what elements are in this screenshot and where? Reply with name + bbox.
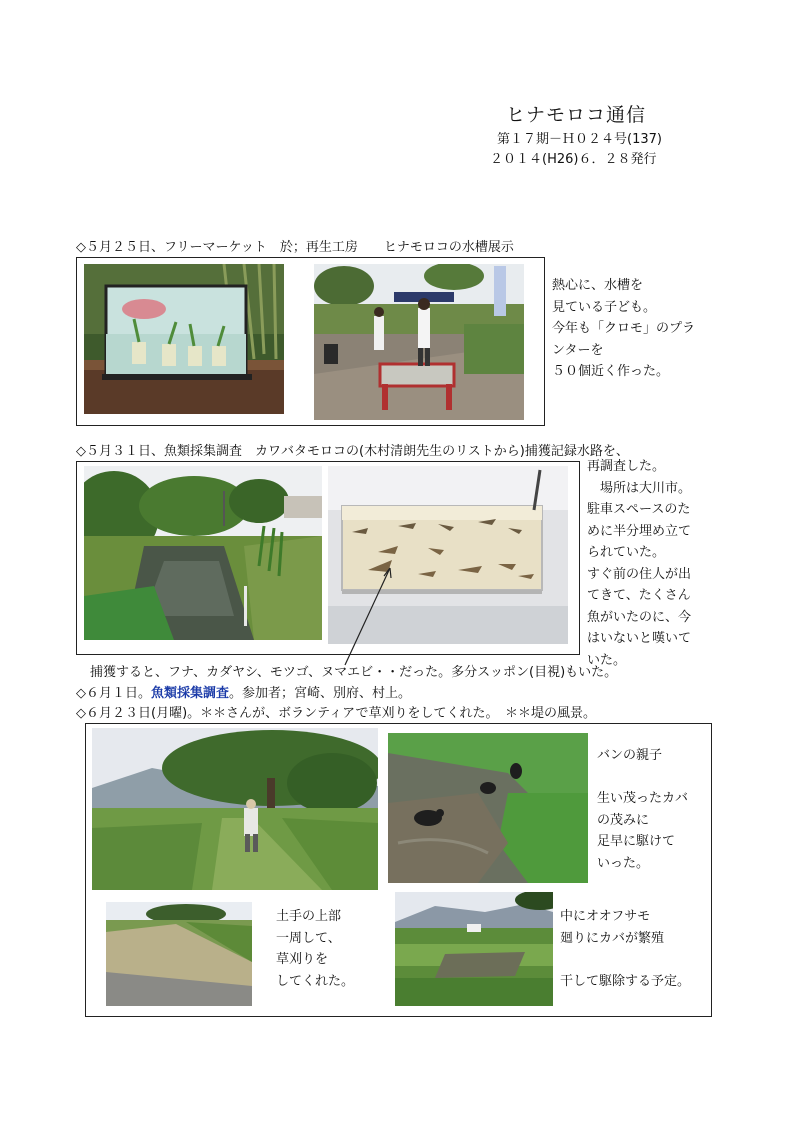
section3-line	[76, 682, 411, 701]
aquarium-photo	[84, 264, 284, 414]
birds-photo	[388, 733, 588, 883]
pond-caption: 中にオオフサモ 廻りにカバが繁殖 干して駆除する予定。	[560, 909, 691, 989]
mowing-path-photo	[92, 728, 378, 890]
section2-caption: 再調査した。 場所は大川市。 駐車スペースのた めに半分埋め立て られていた。 すぐ前の住人が出 てきて、たくさん 魚がいたのに、今 はいないと嘆いて いた。	[587, 459, 692, 668]
section2-heading: ◇５月３１日、魚類採集調査 カワバタモロコの(木村清朗先生のリストから)捕獲記録水路を、	[76, 444, 629, 459]
newsletter-title: ヒナモロコ通信	[506, 104, 647, 126]
birds-caption: バンの親子 生い茂ったカバ の茂みに 足早に駆けて いった。	[597, 748, 689, 871]
market-photo	[314, 264, 524, 420]
pointer-arrow	[340, 560, 400, 670]
section4-heading: ◇６月２３日(月曜)。＊＊さんが、ボランティアで草刈りをしてくれた。 ＊＊堤の風景。	[76, 706, 596, 721]
waterway-photo	[84, 466, 322, 640]
levee-caption: 土手の上部 一周して、 草刈りを してくれた。	[276, 909, 355, 989]
section1-caption: 熱心に、水槽を 見ている子ども。 今年も「クロモ」のプラ ンターを ５０個近く作った。	[552, 278, 696, 379]
section1-heading: ◇５月２５日、フリーマーケット 於；再生工房 ヒナモロコの水槽展示	[76, 240, 514, 255]
fish-survey-link[interactable]: 魚類採集調査	[151, 686, 230, 701]
issue-number: 第１７期－Ｈ０２４号(137)	[497, 132, 662, 147]
levee-photo	[106, 902, 252, 1006]
issue-date: ２０１４(H26)６．２８発行	[490, 152, 657, 167]
section3-suffix: 。参加者；宮崎、別府、村上。	[229, 686, 412, 701]
capture-result: 捕獲すると、フナ、カダヤシ、モツゴ、ヌマエビ・・だった。多分スッポン(目視)もいた。	[90, 665, 618, 680]
pond-photo	[395, 892, 553, 1006]
section3-prefix: ◇６月１日。	[76, 686, 151, 701]
